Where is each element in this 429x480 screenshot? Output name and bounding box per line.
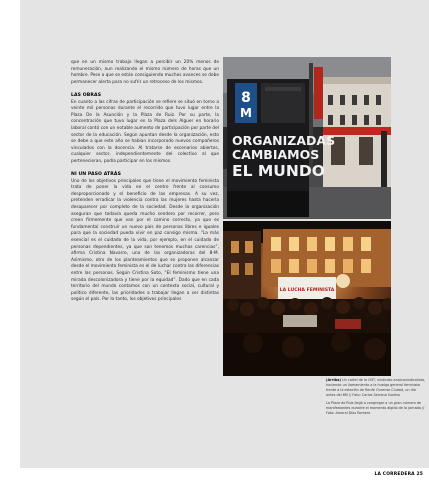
article-intro-paragraph: que en un mismo trabajo llegan a percibir un 20% menos de remuneración, aun realizando el mismo número de horas que un hombre. Pese a que se están consiguiendo muchos avances se debe permanecer alerta para no sufrir un retroceso de los mismos. xyxy=(71,60,219,85)
poster-photo-illustration xyxy=(223,57,391,219)
section-heading-ni-un-paso: NI UN PASO ATRÁS xyxy=(71,172,121,178)
photo-captions xyxy=(326,378,426,420)
page-footer-folio: LA CORREDERA 25 xyxy=(374,472,423,477)
caption-bottom-text: La Plaza de Ruiz llegó a congregar a un gran número de manifestantes durante el momento álgido de la jornada // Foto: Amaral Díaz Romero xyxy=(326,401,425,416)
caption-top-photo xyxy=(326,378,426,398)
section-obras-paragraph: En cuanto a las cifras de participación se refiere se situó en torno a veinte mil personas durante el recorrido que tuvo lugar entre la Plaza De la Asunción y la Plaza de Ruiz. Por su parte, la concentración que tuvo lugar en la Plaza dels Alguer en horario laboral contó con un notable aumento de participación por parte del sector de la educación. Según apuntan desde la organización, esto se debe a que este año se habían incorporado nuevos compañeros vinculados con la docencia. Al tratarse de escenarios abiertos, cualquier sector, independientemente del colectivo al que pertenecieran, podía participar en los mismos. xyxy=(71,99,219,164)
page-left-margin xyxy=(0,0,20,480)
section-heading-obras: LAS OBRAS xyxy=(71,92,102,98)
section-ni-un-paso-paragraph: Uno de los objetivos principales que tiene el movimiento feminista trata de poner la vida en el centro frente al consumo desproporcionado y el beneficio de las empresas. A su vez, pretenden erradicar la violencia contra las mujeres hasta hacerla desaparecer por completo de la sociedad. Desde la organización aseguran que todavía queda mucho sendero por recorrer, pero creen firmemente que van por el camino correcto, ya que es fundamental construir un nuevo país de personas libres e iguales para que la sociedad pueda vivir en paz consigo misma. “La más esencial es el cuidado de la vida, por ejemplo, en el cuidado de personas dependientes, ya que son tenemos muchas carencias”, afirma Cristina Navarro, una de las organizadoras del 8-M. Asimismo, otro de los planteamientos que se proponen alcanzar desde el movimiento feminista es el de luchar contra las diferencias entre las personas. Según Cristina Soto, “El feminismo tiene una mirada descolonizadora y tiene por la equidad”. Dado que en cada territorio del mundo contamos con un contexto social, cultural y político diferente, las prioridades a trabajar llegan a ser distintas según el país. Por lo tanto, los objetivos principales xyxy=(71,178,219,303)
poster-banner-line3: EL MUNDO xyxy=(232,162,325,180)
photo-night-demonstration xyxy=(223,221,391,376)
caption-top-lead: (Arriba) xyxy=(326,378,343,382)
protest-sign-text: LA LUCHA FEMINISTA xyxy=(279,288,335,293)
poster-banner-line2: CAMBIAMOS xyxy=(232,147,320,162)
caption-top-text: Un cartel de la CNT, sindicato anarcosindicalista, haciendo un llamamiento a la huelga general feminista frente a la estación de Renfe Ourense Ciudad, un día antes del 8M // Foto: Carlos Serrano Godino xyxy=(326,378,426,397)
article-text-column xyxy=(71,60,219,304)
demonstration-photo-illustration xyxy=(223,221,391,376)
photo-poster-train-station xyxy=(223,57,391,219)
poster-letter: M xyxy=(240,106,252,120)
caption-bottom-photo xyxy=(326,401,426,416)
page-footer-band xyxy=(20,468,429,480)
poster-banner-line1: ORGANIZADAS xyxy=(232,133,336,148)
poster-number: 8 xyxy=(241,90,251,106)
